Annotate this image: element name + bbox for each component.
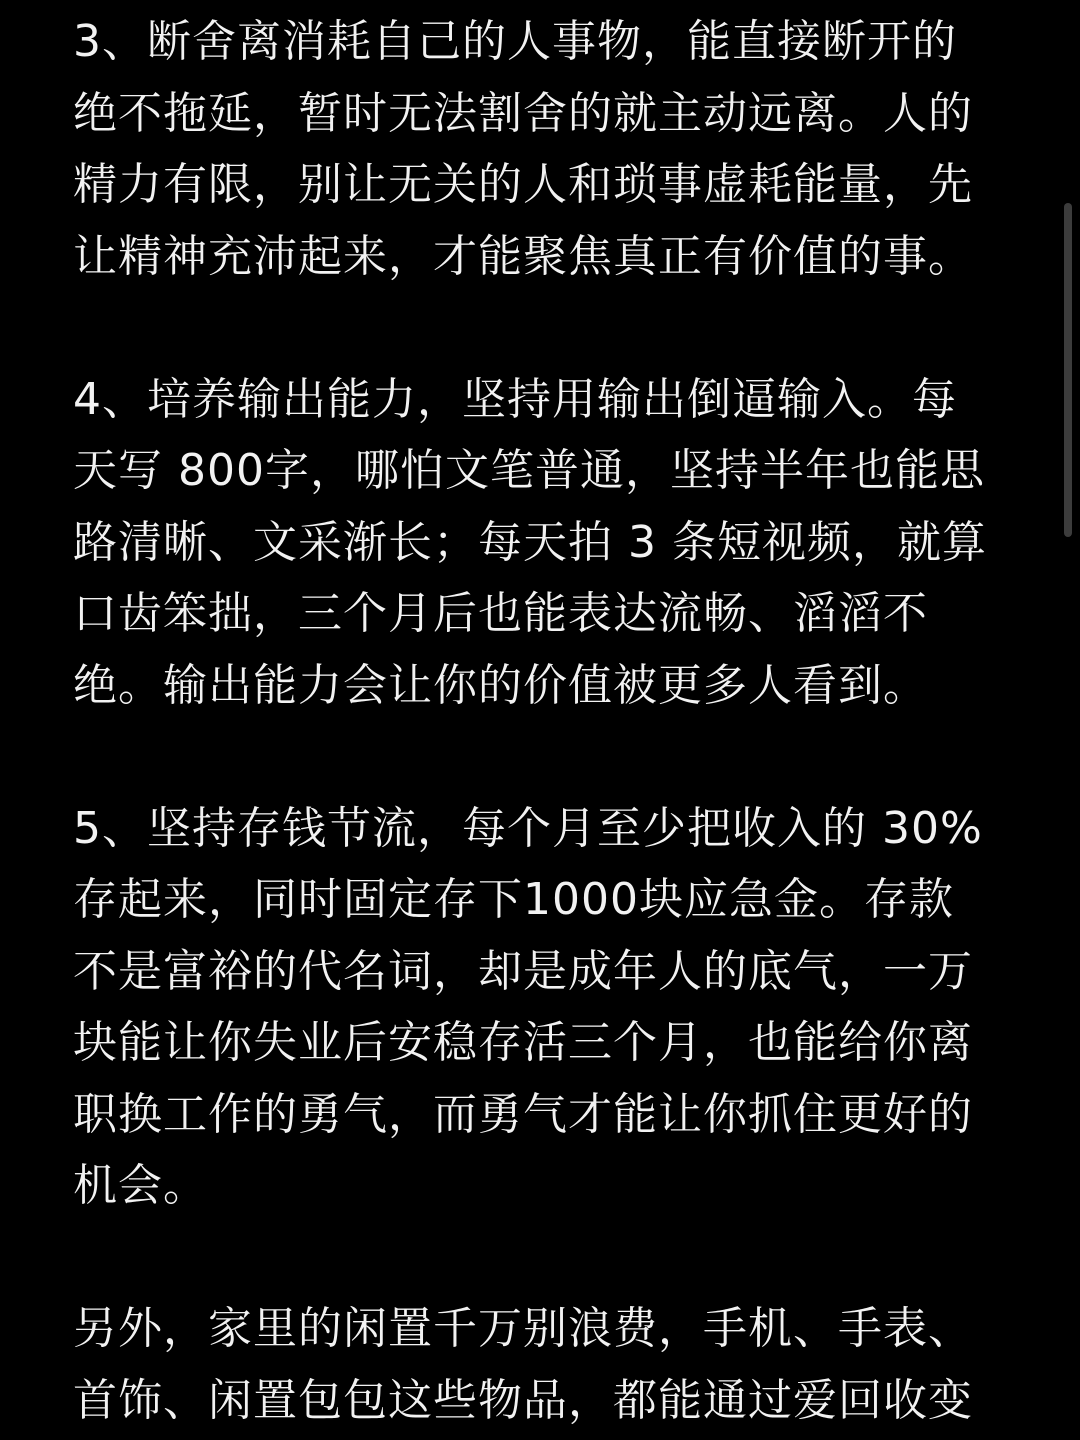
text-line: 存起来，同时固定存下1000块应急金。存款 <box>73 874 954 925</box>
text-line: 首饰、闲置包包这些物品，都能通过爱回收变 <box>73 1374 973 1426</box>
text-line: 5、坚持存钱节流，每个月至少把收入的 30% <box>73 802 983 854</box>
text-line: 职换工作的勇气，而勇气才能让你抓住更好的 <box>73 1088 973 1140</box>
text-line: 路清晰、文采渐长；每天拍 3 条短视频，就算 <box>73 516 987 568</box>
paragraph-3 <box>73 6 1013 292</box>
text-line: 4、培养输出能力，坚持用输出倒逼输入。每 <box>73 373 957 425</box>
scrollbar-thumb[interactable] <box>1064 203 1072 537</box>
text-line: 绝。输出能力会让你的价值被更多人看到。 <box>73 659 928 711</box>
text-line: 让精神充沛起来，才能聚焦真正有价值的事。 <box>73 230 973 282</box>
text-line: 绝不拖延，暂时无法割舍的就主动远离。人的 <box>73 87 973 139</box>
text-line: 口齿笨拙，三个月后也能表达流畅、滔滔不 <box>73 588 928 639</box>
text-line: 3、断舍离消耗自己的人事物，能直接断开的 <box>73 16 957 67</box>
paragraph-spacer <box>73 1222 1013 1294</box>
article-text <box>73 6 1013 1436</box>
paragraph-4 <box>73 364 1013 722</box>
text-line: 不是富裕的代名词，却是成年人的底气，一万 <box>73 945 973 997</box>
text-line: 精力有限，别让无关的人和琐事虚耗能量，先 <box>73 159 973 210</box>
paragraph-5 <box>73 793 1013 1222</box>
paragraph-spacer <box>73 292 1013 364</box>
paragraph-spacer <box>73 721 1013 793</box>
text-line: 天写 800字，哪怕文笔普通，坚持半年也能思 <box>73 445 985 496</box>
paragraph-extra <box>73 1293 1013 1436</box>
text-line: 另外，家里的闲置千万别浪费，手机、手表、 <box>73 1303 973 1354</box>
text-line: 块能让你失业后安稳存活三个月，也能给你离 <box>73 1017 973 1068</box>
text-line: 机会。 <box>73 1160 208 1211</box>
